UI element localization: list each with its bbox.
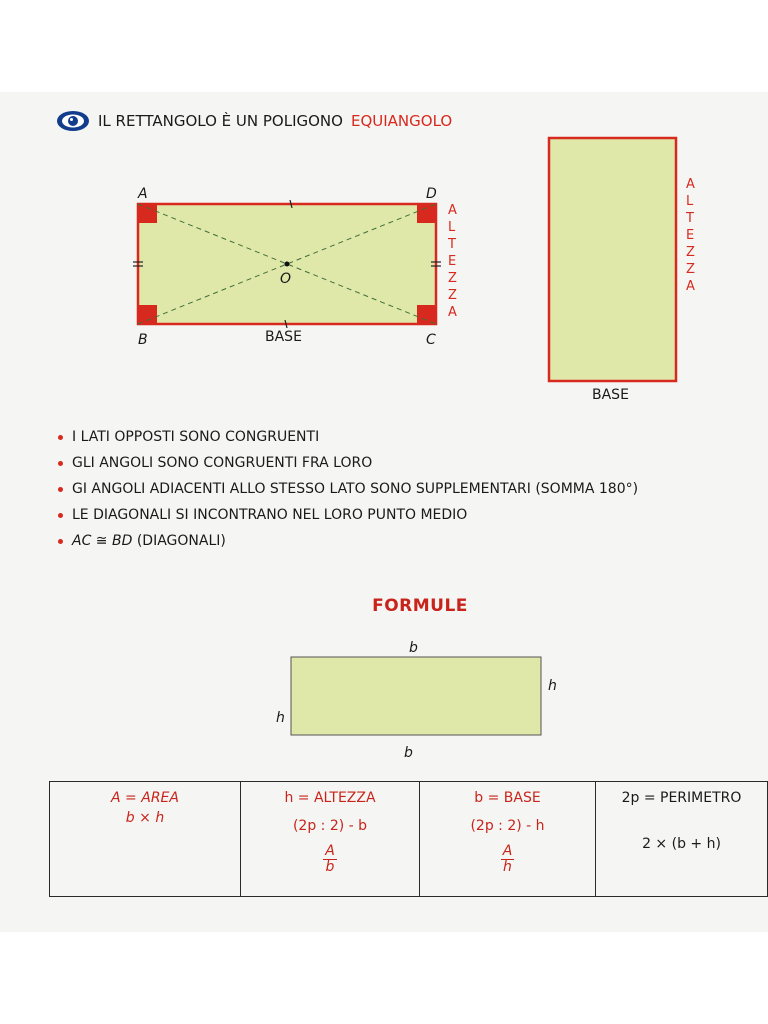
diagonals-expression: AC ≅ BD [72,533,133,549]
table-row [50,782,768,897]
fraction-denominator: h [503,859,512,875]
formula-rectangle-diagram [270,640,570,766]
area-cell [50,782,241,897]
label-h-right: h [548,678,557,694]
base-label: BASE [592,387,629,403]
center-point [285,262,290,267]
properties-list [58,424,638,554]
height-letter-0: A [448,203,457,218]
area-header: A = AREA [111,790,179,806]
height-cell [241,782,420,897]
fraction-denominator: b [325,859,335,875]
formule-title: FORMULE [372,596,468,616]
height-letter-2: T [686,211,694,226]
height-formula: (2p : 2) - b [292,818,368,834]
vertex-label-b: B [138,332,148,348]
title-accent: EQUIANGOLO [350,112,453,130]
vertex-label-a: A [138,186,148,202]
base-cell [420,782,596,897]
vertical-rectangle [549,138,676,381]
property-item: I LATI OPPOSTI SONO CONGRUENTI [58,424,638,450]
title-main: IL RETTANGOLO È UN POLIGONO [98,112,343,130]
diagonals-suffix: (DIAGONALI) [136,533,226,549]
height-letter-4: Z [448,271,457,286]
page-title [56,110,452,132]
height-letter-1: L [448,220,456,235]
height-letter-6: A [686,279,695,294]
formulas-table [49,781,768,897]
center-label: O [280,271,292,287]
perimeter-formula: 2 × (b + h) [642,836,721,852]
height-letter-0: A [686,177,695,192]
height-letter-6: A [448,305,457,320]
property-item: LE DIAGONALI SI INCONTRANO NEL LORO PUNTO MEDIO [58,502,638,528]
height-header: h = ALTEZZA [284,790,376,806]
vertex-label-d: D [426,186,437,202]
perimeter-header: 2p = PERIMETRO [621,790,742,806]
height-letter-5: Z [686,262,695,277]
height-letter-2: T [448,237,456,252]
base-label: BASE [265,329,302,345]
height-letter-3: E [686,228,695,243]
fraction-numerator: A [325,843,335,859]
vertical-rectangle-diagram [540,130,720,410]
height-letter-5: Z [448,288,457,303]
height-letter-4: Z [686,245,695,260]
height-letter-1: L [686,194,694,209]
label-h-left: h [276,710,285,726]
height-letter-3: E [448,254,457,269]
property-item: GI ANGOLI ADIACENTI ALLO STESSO LATO SONO SUPPLEMENTARI (SOMMA 180°) [58,476,638,502]
base-fraction [501,844,515,875]
height-fraction [323,844,337,875]
eye-icon [56,110,90,132]
area-formula: b × h [125,810,165,826]
property-item-diagonals [58,528,638,554]
vertex-label-c: C [426,332,436,348]
property-item: GLI ANGOLI SONO CONGRUENTI FRA LORO [58,450,638,476]
rectangle-diagram [120,178,480,348]
base-formula: (2p : 2) - h [470,818,545,834]
perimeter-cell [596,782,768,897]
textbook-page [0,92,768,932]
fraction-numerator: A [502,843,513,859]
base-header: b = BASE [474,790,541,806]
formula-rectangle [291,657,541,735]
label-b-top: b [409,640,418,656]
label-b-bottom: b [404,745,413,761]
